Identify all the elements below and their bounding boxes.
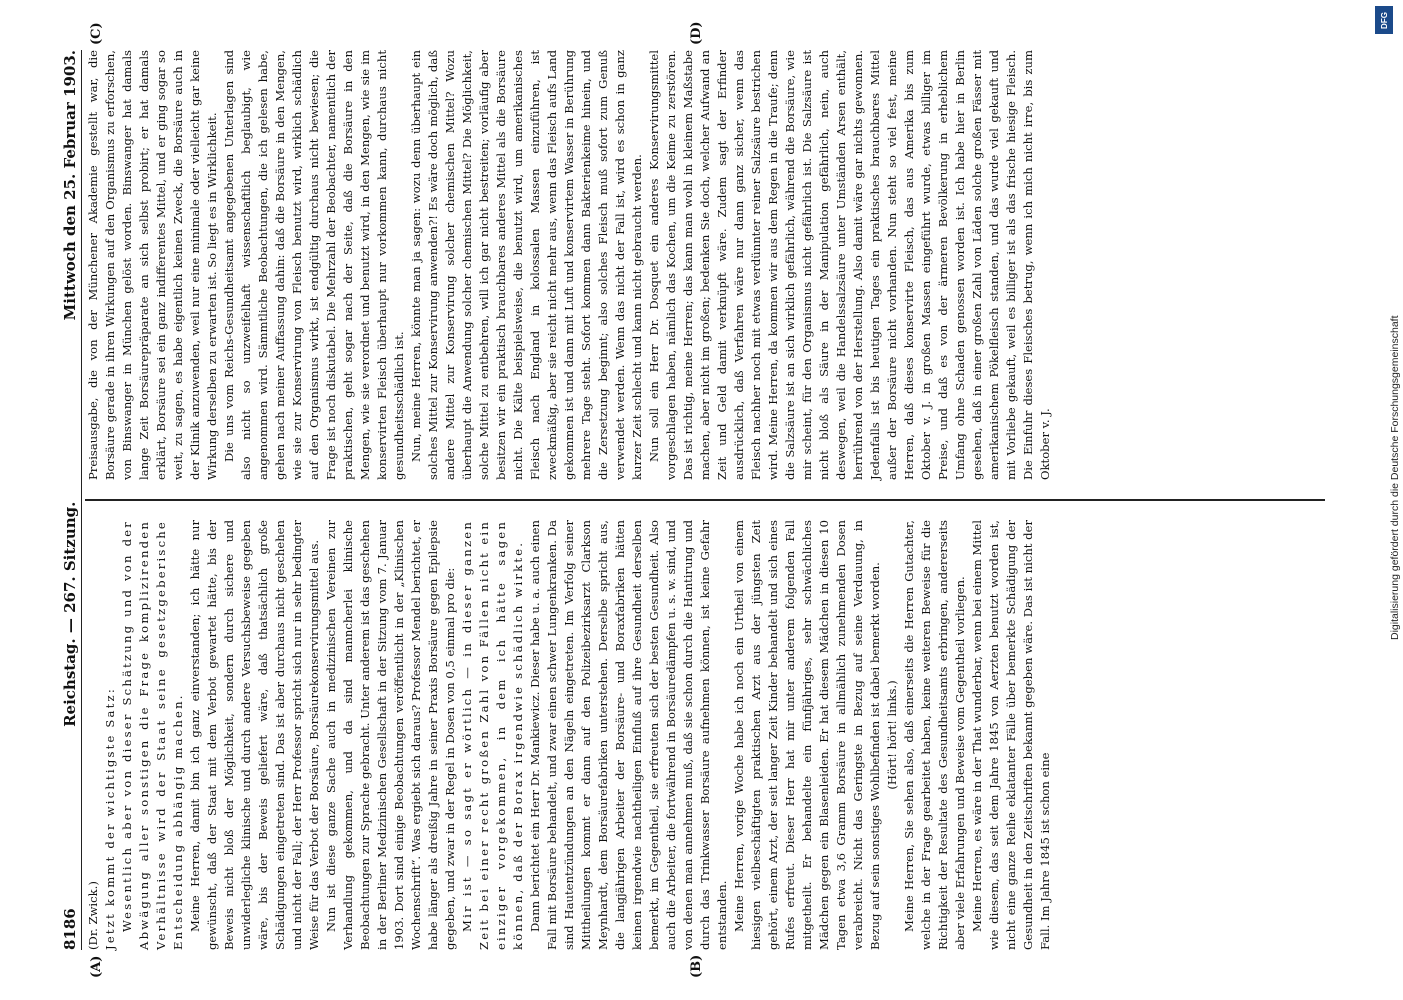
dfg-logo: DFG — [1375, 6, 1393, 34]
margin-marker-d: (D) — [689, 21, 704, 45]
paragraph: Nun, meine Herren, könnte man ja sagen: wozu denn überhaupt ein solches Mittel zur Konservirung anwenden?! Es wäre doch möglich, daß andere Mittel zur Konservirung solcher chemischen Mittel? Wozu überhaupt die Anwendung solcher chemischen Mittel? Die Möglichkeit, solche Mittel zu entbehren, will ich gar nicht bestreiten; vorläufig aber besitzen wir ein praktisch brauchbares anderes Mittel als die Borsäure nicht. Die Kälte beispielsweise, die benutzt wird, um amerikanisches Fleisch nach England in kolossalen Massen einzuführen, ist zweckmäßig, aber sie reicht nicht mehr aus, wenn das Fleisch aufs Land gekommen ist und dann mit Luft und konservirtem Wasser in Berührung mehrere Tage steht. Sofort kommen dann Bakterienkeime hinein, und die Zersetzung beginnt; also solches Fleisch muß sofort zum Genuß verwendet werden. Wenn das nicht der Fall ist, wird es schon in ganz kurzer Zeit schlecht und kann nicht gebraucht werden. — [409, 50, 644, 480]
paragraph: Nun ist diese ganze Sache auch in medizinischen Vereinen zur Verhandlung gekommen, und da sind manncherlei klinische Beobachtungen zur Sprache gebracht. Unter anderem ist das geschehen in der Berliner Medizinischen Gesellschaft in der Sitzung vom 7. Januar 1903. Dort sind einige Beobachtungen veröffentlicht in der „Klinischen Wochenschrift“. Was ergiebt sich daraus? Professor Mendel berichtet, er habe länger als dreißig Jahre in seiner Praxis Borsäure gegen Epilepsie gegeben, und zwar in der Regel in Dosen von 0,5 einmal pro die: — [324, 520, 457, 950]
margin-marker-b: (B) — [689, 954, 704, 978]
margin-marker-a: (A) — [89, 955, 104, 978]
rotated-page-body — [49, 21, 1349, 978]
header-date: Mittwoch den 25. Februar 1903. — [61, 50, 79, 321]
digitization-watermark — [1375, 40, 1401, 640]
paragraph: Preisausgabe, die von der Münchener Akademie gestellt war, die Borsäure gerade in ihren Wirkungen auf den Organismus zu erforschen, von Binswanger in München gelöst worden. Binswanger hat damals lange Zeit Borsäurepräparate an sich selbst probirt; er hat damals erklärt, Borsäure sei ein ganz indifferentes Mittel, und er ging sogar so weit, zu sagen, es habe eigentlich keinen Zweck, die Borsäure auch in der Klinik anzuwenden, weil nur eine minimale oder vielleicht gar keine Wirkung derselben zu erwarten ist. So liegt es in Wirklichkeit. — [86, 50, 219, 480]
quoted-paragraph: Mir ist — so sagt er wörtlich — in dieser ganzen Zeit bei einer recht großen Zahl von Fällen nicht ein einziger vorgekommen, in dem ich hätte sagen können, daß der Borax irgendwie schädlich wirkte. — [460, 520, 525, 950]
paragraph: Dann berichtet ein Herr Dr. Mankiewicz. Dieser habe u. a. auch einen Fall mit Borsäure behandelt, und zwar einen schwer Lungenkranken. Da sind Hautentzündungen an den Nägeln eingetreten. Im Verfolg seiner Mittheilungen kommt er dann auf den Polizeibezirksarzt Clarkson Meynhardt, dem Borsäurefabriken unterstehen. Derselbe spricht aus, die langjährigen Arbeiter der Borsäure- und Boraxfabriken hätten keinen irgendwie nachtheiligen Einfluß auf ihre Gesundheit derselben bemerkt, im Gegentheil, sie erfreuten sich der besten Gesundheit. Also auch die Arbeiter, die fortwährend in Borsäuredämpfen u. s. w. sind, und von denen man annehmen muß, daß sie schon durch die Hantirung und durch das Trinkwasser Borsäure aufnehmen können, ist keine Gefahr entstanden. — [528, 520, 729, 950]
paragraph: Meine Herren, es wäre in der That wunderbar, wenn bei einem Mittel wie diesem, das seit dem Jahre 1845 von Aerzten benutzt worden ist, nicht eine ganze Reihe eklatanter Fälle über bemerkte Schädigung der Gesundheit in den Zeitschriften bekannt gegeben wäre. Das ist nicht der Fall. Im Jahre 1845 ist schon eine — [970, 520, 1052, 950]
paragraph: Nun soll ein Herr Dr. Dosquet ein anderes Konservirungsmittel vorgeschlagen haben, nämlich das Kochen, um die Keime zu zerstören. Das ist richtig, meine Herren; das kann man wohl in kleinem Maßstabe machen, aber nicht im großen; bedenken Sie doch, welcher Aufwand an Zeit und Geld damit verknüpft wäre. Zudem sagt der Erfinder ausdrücklich, daß Verfahren wäre nur dann ganz sicher, wenn das Fleisch nachher noch mit etwas verdünnter reiner Salzsäure bestrichen wird. Meine Herren, da kommen wir aus dem Regen in die Traufe; denn die Salzsäure ist an sich wirklich gefährlich, während die Borsäure, wie mir scheint, für den Organismus nicht gefährlich ist. Die Salzsäure ist nicht bloß als Säure in der Manipulation gefährlich, nein, auch deswegen, weil die Handelssalzsäure unter Umständen Arsen enthält, herrührend von der Herstellung. Also damit wäre gar nichts gewonnen. Jedenfalls ist bis heutigen Tages ein praktisches brauchbares Mittel außer der Borsäure nicht vorhanden. Nun steht so viel fest, meine Herren, daß dieses konservirte Fleisch, das aus Amerika bis zum Oktober v. J. in großen Massen eingeführt wurde, etwas billiger im Preise, und daß es von der ärmeren Bevölkerung in erheblichem Umfang ohne Schaden genossen worden ist. Ich habe hier in Berlin gesehen, daß in einer großen Zahl von Läden solche großen Fässer mit amerikanischem Pökelfleisch standen, und das wurde viel gekauft und mit Vorliebe gekauft, weil es billiger ist als das frische hiesige Fleisch. Die Einfuhr dieses Fleisches betrug, wenn ich mich nicht irre, bis zum Oktober v. J. — [647, 50, 1052, 480]
interjection: (Hört! hört! links.) — [885, 680, 899, 790]
quoted-paragraph: Wesentlich aber von dieser Schätzung und von der Abwägung aller sonstigen die Frage komplizirenden Verhältnisse wird der Staat seine gesetzgeberische Entscheidung abhängig machen. — [120, 520, 185, 950]
paragraph: Meine Herren, vorige Woche habe ich noch ein Urtheil von einem hiesigen vielbeschäftigten praktischen Arzt aus der jüngsten Zeit gehört, einem Arzt, der seit langer Zeit Kinder behandelt und sich eines Rufes erfreut. Dieser Herr hat mir unter anderem folgenden Fall mitgetheilt. Er behandelte ein fünfjähriges, sehr schwächliches Mädchen gegen ein Blasenleiden. Er hat diesem Mädchen in diesen 10 Tagen etwa 3,6 Gramm Borsäure in allmählich zunehmenden Dosen verabreicht. Nicht das Geringste in Bezug auf seine Verdauung, in Bezug auf sein sonstiges Wohlbefinden ist dabei bemerkt worden. — [732, 520, 882, 950]
paragraph: Meine Herren, damit bin ich ganz einverstanden; ich hätte nur gewünscht, daß der Staat mit dem Verbot gewartet hätte, bis der Beweis nicht bloß der Möglichkeit, sondern durch sichere und unwiderlegliche klinische und durch andere Versuchsbeweise gegeben wäre, bis der Beweis geliefert wäre, daß thatsächlich große Schädigungen eingetreten sind. Das ist aber durchaus nicht geschehen und nicht der Fall; der Herr Professor spricht sich nur in sehr bedingter Weise für das Verbot der Borsäure, Borsäurekonservirungsmittel aus. — [188, 520, 321, 950]
paragraph: Die uns vom Reichs-Gesundheitsamt angegebenen Unterlagen sind also nicht so unzweifelhaft wissenschaftlich beglaubigt, wie angenommen wird. Sämmtliche Beobachtungen, die ich gelesen habe, gehen nach meiner Auffassung dahin: daß die Borsäure in den Mengen, wie sie zur Konservirung von Fleisch benutzt wird, wirklich schädlich auf den Organismus wirkt, ist endgültig durchaus nicht bewiesen; die Frage ist noch diskutabel. Die Mehrzahl der Beobachter, namentlich der praktischen, geht sogar nach der Seite, daß die Borsäure in den Mengen, wie sie verordnet und benutzt wird, in den Mengen, wie sie im konservirten Fleisch überhaupt nur vorkommen kann, durchaus nicht gesundheitsschädlich ist. — [222, 50, 406, 480]
header-title: Reichstag. — 267. Sitzung. — [61, 501, 79, 727]
page-number: 8186 — [61, 908, 79, 950]
watermark-text: Digitalisierung gefördert durch die Deutsche Forschungsgemeinschaft — [1389, 315, 1401, 640]
margin-marker-c: (C) — [89, 22, 104, 45]
paragraph: Meine Herren, Sie sehen also, daß einerseits die Herren Gutachter, welche in der Frage gearbeitet haben, keine weiteren Beweise für die Richtigkeit der Resultate des Gesundheitsamts erbringen, andererseits aber viele Erfahrungen und Beweise vom Gegentheil vorliegen. — [902, 520, 967, 950]
left-column — [85, 520, 1325, 950]
right-column — [85, 50, 1325, 480]
speaker-note: (Dr. Zwick.) — [86, 881, 100, 950]
page-header — [49, 50, 82, 950]
paragraph: Jetzt kommt der wichtigste Satz: — [103, 687, 117, 950]
column-divider — [85, 500, 1325, 502]
